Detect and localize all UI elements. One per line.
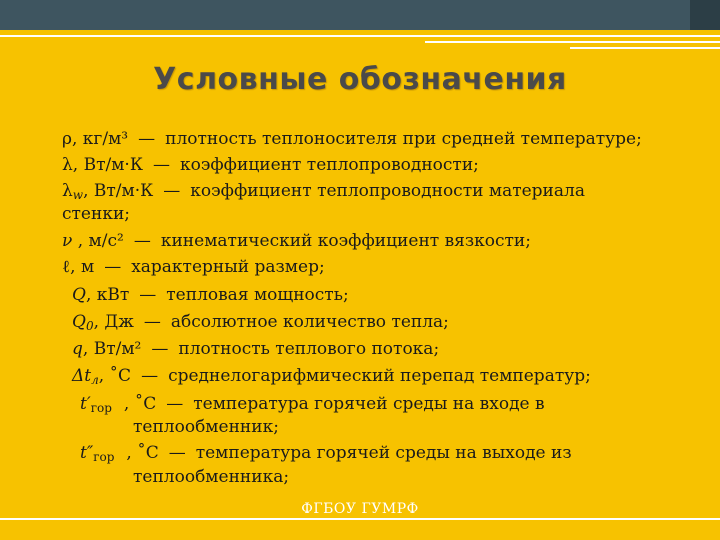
legend-line-t-out: t″гор , ˚С — температура горячей среды на выходе из (80, 443, 572, 464)
legend-line-length: ℓ, м — характерный размер; (62, 257, 325, 277)
decor-line (0, 35, 720, 37)
legend-line-lambda-w: λw, Вт/м·К — коэффициент теплопроводности материала (62, 181, 585, 202)
legend-line-t-in: t′гор , ˚С — температура горячей среды на входе в (80, 394, 545, 415)
legend-line-continuation: теплообменник; (133, 417, 279, 437)
legend-line-rho: ρ, кг/м³ — плотность теплоносителя при средней температуре; (62, 129, 642, 149)
footer-organization: ФГБОУ ГУМРФ (301, 501, 419, 517)
legend-line-continuation: теплообменника; (133, 467, 290, 487)
legend-line-lambda: λ, Вт/м·К — коэффициент теплопроводности; (62, 155, 479, 175)
legend-line-delta-t: Δtл, ˚С — среднелогарифмический перепад температур; (72, 366, 591, 387)
decor-line (570, 47, 720, 49)
legend-line-q0: Q0, Дж — абсолютное количество тепла; (72, 312, 449, 333)
slide-title: Условные обозначения (153, 62, 567, 97)
legend-line-q-flux: q, Вт/м² — плотность теплового потока; (72, 339, 440, 359)
legend-line-continuation: стенки; (62, 204, 130, 224)
legend-line-q-power: Q, кВт — тепловая мощность; (72, 285, 349, 305)
decor-line (0, 518, 720, 520)
top-bar (0, 0, 720, 30)
legend-line-nu: ν , м/с² — кинематический коэффициент вязкости; (62, 231, 531, 251)
top-bar-accent (690, 0, 720, 30)
decor-line (425, 41, 720, 43)
